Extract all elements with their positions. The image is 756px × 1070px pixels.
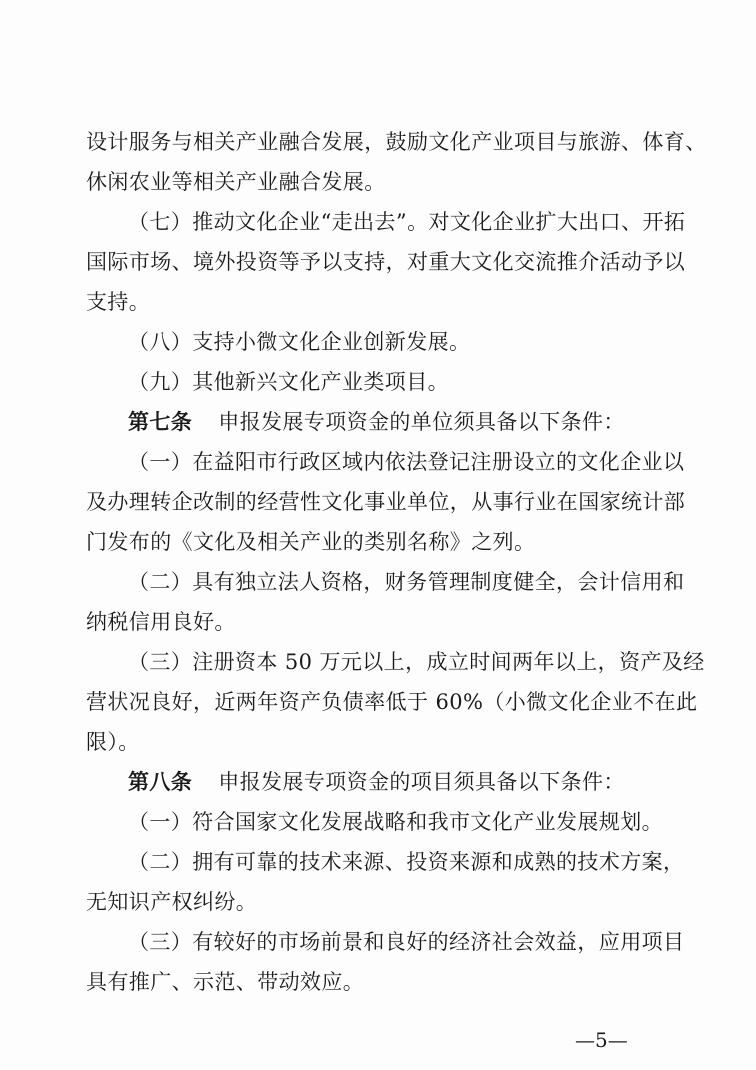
paragraph-line: （一）在益阳市行政区域内依法登记注册设立的文化企业以 [128, 450, 685, 474]
paragraph-line: 休闲农业等相关产业融合发展。 [86, 170, 386, 194]
paragraph-line: 支持。 [86, 290, 151, 314]
paragraph-line: （八）支持小微文化企业创新发展。 [128, 330, 471, 354]
paragraph-line: （一）符合国家文化发展战略和我市文化产业发展规划。 [128, 810, 663, 834]
paragraph-line: 国际市场、境外投资等予以支持，对重大文化交流推介活动予以 [86, 250, 686, 274]
paragraph-line: （三）注册资本 50 万元以上，成立时间两年以上，资产及经 [128, 650, 705, 674]
paragraph-line: （七）推动文化企业“走出去”。对文化企业扩大出口、开拓 [128, 210, 686, 234]
article-line [128, 408, 728, 436]
paragraph-line: （三）有较好的市场前景和良好的经济社会效益，应用项目 [128, 930, 685, 954]
paragraph-line: 纳税信用良好。 [86, 610, 236, 634]
paragraph-line: 限）。 [86, 730, 140, 754]
paragraph-line: （二）具有独立法人资格，财务管理制度健全，会计信用和 [128, 570, 685, 594]
article-heading: 第八条 [128, 769, 193, 794]
paragraph-line: 设计服务与相关产业融合发展，鼓励文化产业项目与旅游、体育、 [86, 130, 707, 154]
article-heading: 第七条 [128, 409, 193, 434]
paragraph-line: 具有推广、示范、带动效应。 [86, 970, 365, 994]
paragraph-line: 营状况良好，近两年资产负债率低于 60%（小微文化企业不在此 [86, 690, 698, 714]
paragraph-line: 及办理转企改制的经营性文化事业单位，从事行业在国家统计部 [86, 490, 686, 514]
article-line [128, 768, 728, 796]
paragraph-line: 无知识产权纠纷。 [86, 890, 258, 914]
page-number: —5— [575, 1028, 628, 1052]
article-text: 申报发展专项资金的项目须具备以下条件： [218, 770, 625, 794]
paragraph-line: （九）其他新兴文化产业类项目。 [128, 370, 449, 394]
paragraph-line: （二）拥有可靠的技术来源、投资来源和成熟的技术方案， [128, 850, 685, 874]
paragraph-line: 门发布的《文化及相关产业的类别名称》之列。 [86, 530, 536, 554]
article-text: 申报发展专项资金的单位须具备以下条件： [218, 410, 625, 434]
